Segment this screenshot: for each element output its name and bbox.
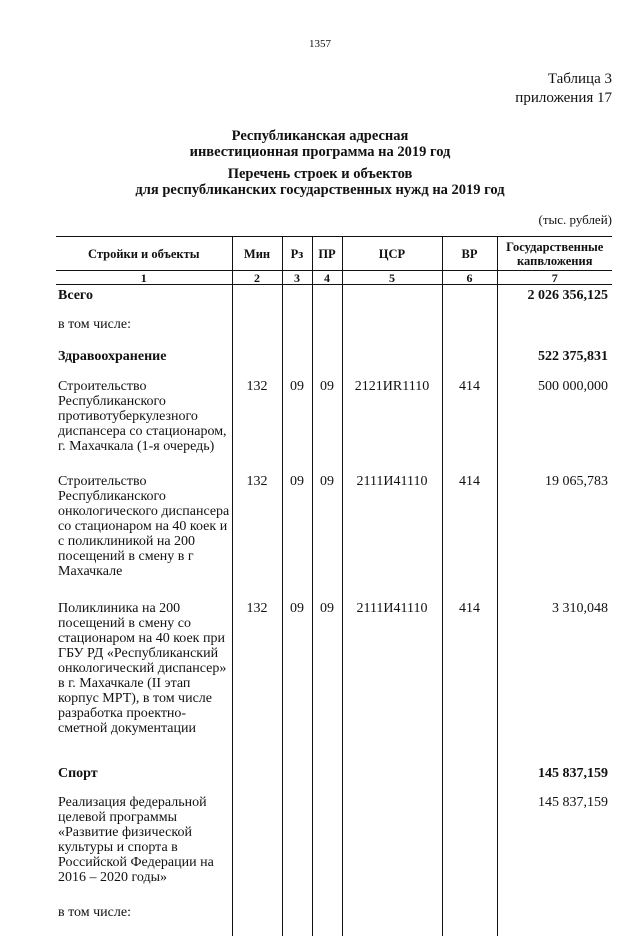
min-cell	[232, 346, 282, 374]
pr-cell	[312, 346, 342, 374]
min-cell	[232, 905, 282, 936]
amount-cell: 145 837,159	[497, 791, 612, 905]
min-cell	[232, 766, 282, 791]
csr-cell	[342, 285, 442, 314]
col-number: 4	[312, 271, 342, 285]
rz-cell: 09	[282, 474, 312, 601]
csr-cell: 2121ИR1110	[342, 374, 442, 474]
object-name-cell: Здравоохранение	[56, 346, 232, 374]
col-header-amount: Государственные капвложения	[497, 237, 612, 271]
csr-cell	[342, 346, 442, 374]
list-title	[0, 166, 640, 198]
vr-cell: 414	[442, 601, 497, 766]
amount-cell: 522 375,831	[497, 346, 612, 374]
table-row	[56, 905, 612, 936]
rz-cell	[282, 285, 312, 314]
col-header-objects: Стройки и объекты	[56, 237, 232, 271]
csr-cell	[342, 766, 442, 791]
min-cell: 132	[232, 374, 282, 474]
col-number: 7	[497, 271, 612, 285]
amount-cell	[497, 313, 612, 346]
col-number: 3	[282, 271, 312, 285]
table-row	[56, 791, 612, 905]
csr-cell: 2111И41110	[342, 474, 442, 601]
amount-cell: 19 065,783	[497, 474, 612, 601]
pr-cell	[312, 766, 342, 791]
min-cell	[232, 313, 282, 346]
rz-cell	[282, 313, 312, 346]
min-cell: 132	[232, 474, 282, 601]
col-number: 6	[442, 271, 497, 285]
amount-cell: 2 026 356,125	[497, 285, 612, 314]
amount-cell: 500 000,000	[497, 374, 612, 474]
program-title-line1: Республиканская адресная	[231, 128, 409, 144]
col-header-pr: ПР	[312, 237, 342, 271]
object-name-cell: Спорт	[56, 766, 232, 791]
vr-cell	[442, 766, 497, 791]
table-row	[56, 474, 612, 601]
list-title-line2: для республиканских государственных нужд на 2019 год	[135, 182, 505, 198]
csr-cell	[342, 905, 442, 936]
vr-cell	[442, 285, 497, 314]
col-number: 1	[56, 271, 232, 285]
col-header-min: Мин	[232, 237, 282, 271]
objects-table	[56, 236, 612, 936]
pr-cell: 09	[312, 374, 342, 474]
csr-cell	[342, 791, 442, 905]
list-title-line1: Перечень строек и объектов	[227, 166, 413, 182]
table-row	[56, 346, 612, 374]
pr-cell	[312, 791, 342, 905]
vr-cell: 414	[442, 474, 497, 601]
object-name-cell: в том числе:	[56, 905, 232, 936]
col-header-vr: ВР	[442, 237, 497, 271]
units-label: (тыс. рублей)	[538, 212, 612, 227]
vr-cell	[442, 313, 497, 346]
col-header-rz: Рз	[282, 237, 312, 271]
object-name-cell: Всего	[56, 285, 232, 314]
amount-cell: 145 837,159	[497, 766, 612, 791]
rz-cell	[282, 346, 312, 374]
col-header-csr: ЦСР	[342, 237, 442, 271]
vr-cell: 414	[442, 374, 497, 474]
object-name-cell: Строительство Республиканского онкологического диспансера со стационаром на 40 коек и с поликлиникой на 200 посещений в смену в г Махачкале	[56, 474, 232, 601]
table-note-line1: Таблица 3	[547, 71, 612, 87]
min-cell	[232, 791, 282, 905]
pr-cell	[312, 313, 342, 346]
rz-cell: 09	[282, 601, 312, 766]
header-row	[56, 237, 612, 271]
vr-cell	[442, 791, 497, 905]
vr-cell	[442, 346, 497, 374]
pr-cell	[312, 905, 342, 936]
program-title-line2: инвестиционная программа на 2019 год	[189, 144, 451, 160]
col-number: 5	[342, 271, 442, 285]
min-cell	[232, 285, 282, 314]
object-name-cell: Поликлиника на 200 посещений в смену со стационаром на 40 коек при ГБУ РД «Республиканский онкологический диспансер» в г. Махачкале (II этап корпус МРТ), в том числе разработка проектно-сметной документации	[56, 601, 232, 766]
amount-cell: 3 310,048	[497, 601, 612, 766]
pr-cell: 09	[312, 474, 342, 601]
pr-cell	[312, 285, 342, 314]
amount-cell	[497, 905, 612, 936]
table-row	[56, 766, 612, 791]
object-name-cell: Строительство Республиканского противотуберкулезного диспансера со стационаром, г. Махачкала (1-я очередь)	[56, 374, 232, 474]
min-cell: 132	[232, 601, 282, 766]
column-number-row	[56, 271, 612, 285]
program-title	[0, 128, 640, 160]
rz-cell: 09	[282, 374, 312, 474]
vr-cell	[442, 905, 497, 936]
rz-cell	[282, 905, 312, 936]
page-number: 1357	[309, 38, 331, 50]
object-name-cell: Реализация федеральной целевой программы «Развитие физической культуры и спорта в Российской Федерации на 2016 – 2020 годы»	[56, 791, 232, 905]
table-note	[515, 70, 612, 108]
pr-cell: 09	[312, 601, 342, 766]
rz-cell	[282, 766, 312, 791]
csr-cell	[342, 313, 442, 346]
csr-cell: 2111И41110	[342, 601, 442, 766]
table-row	[56, 285, 612, 314]
table-row	[56, 601, 612, 766]
table-note-line2: приложения 17	[515, 90, 612, 106]
table-row	[56, 313, 612, 346]
table-row	[56, 374, 612, 474]
col-number: 2	[232, 271, 282, 285]
rz-cell	[282, 791, 312, 905]
object-name-cell: в том числе:	[56, 313, 232, 346]
